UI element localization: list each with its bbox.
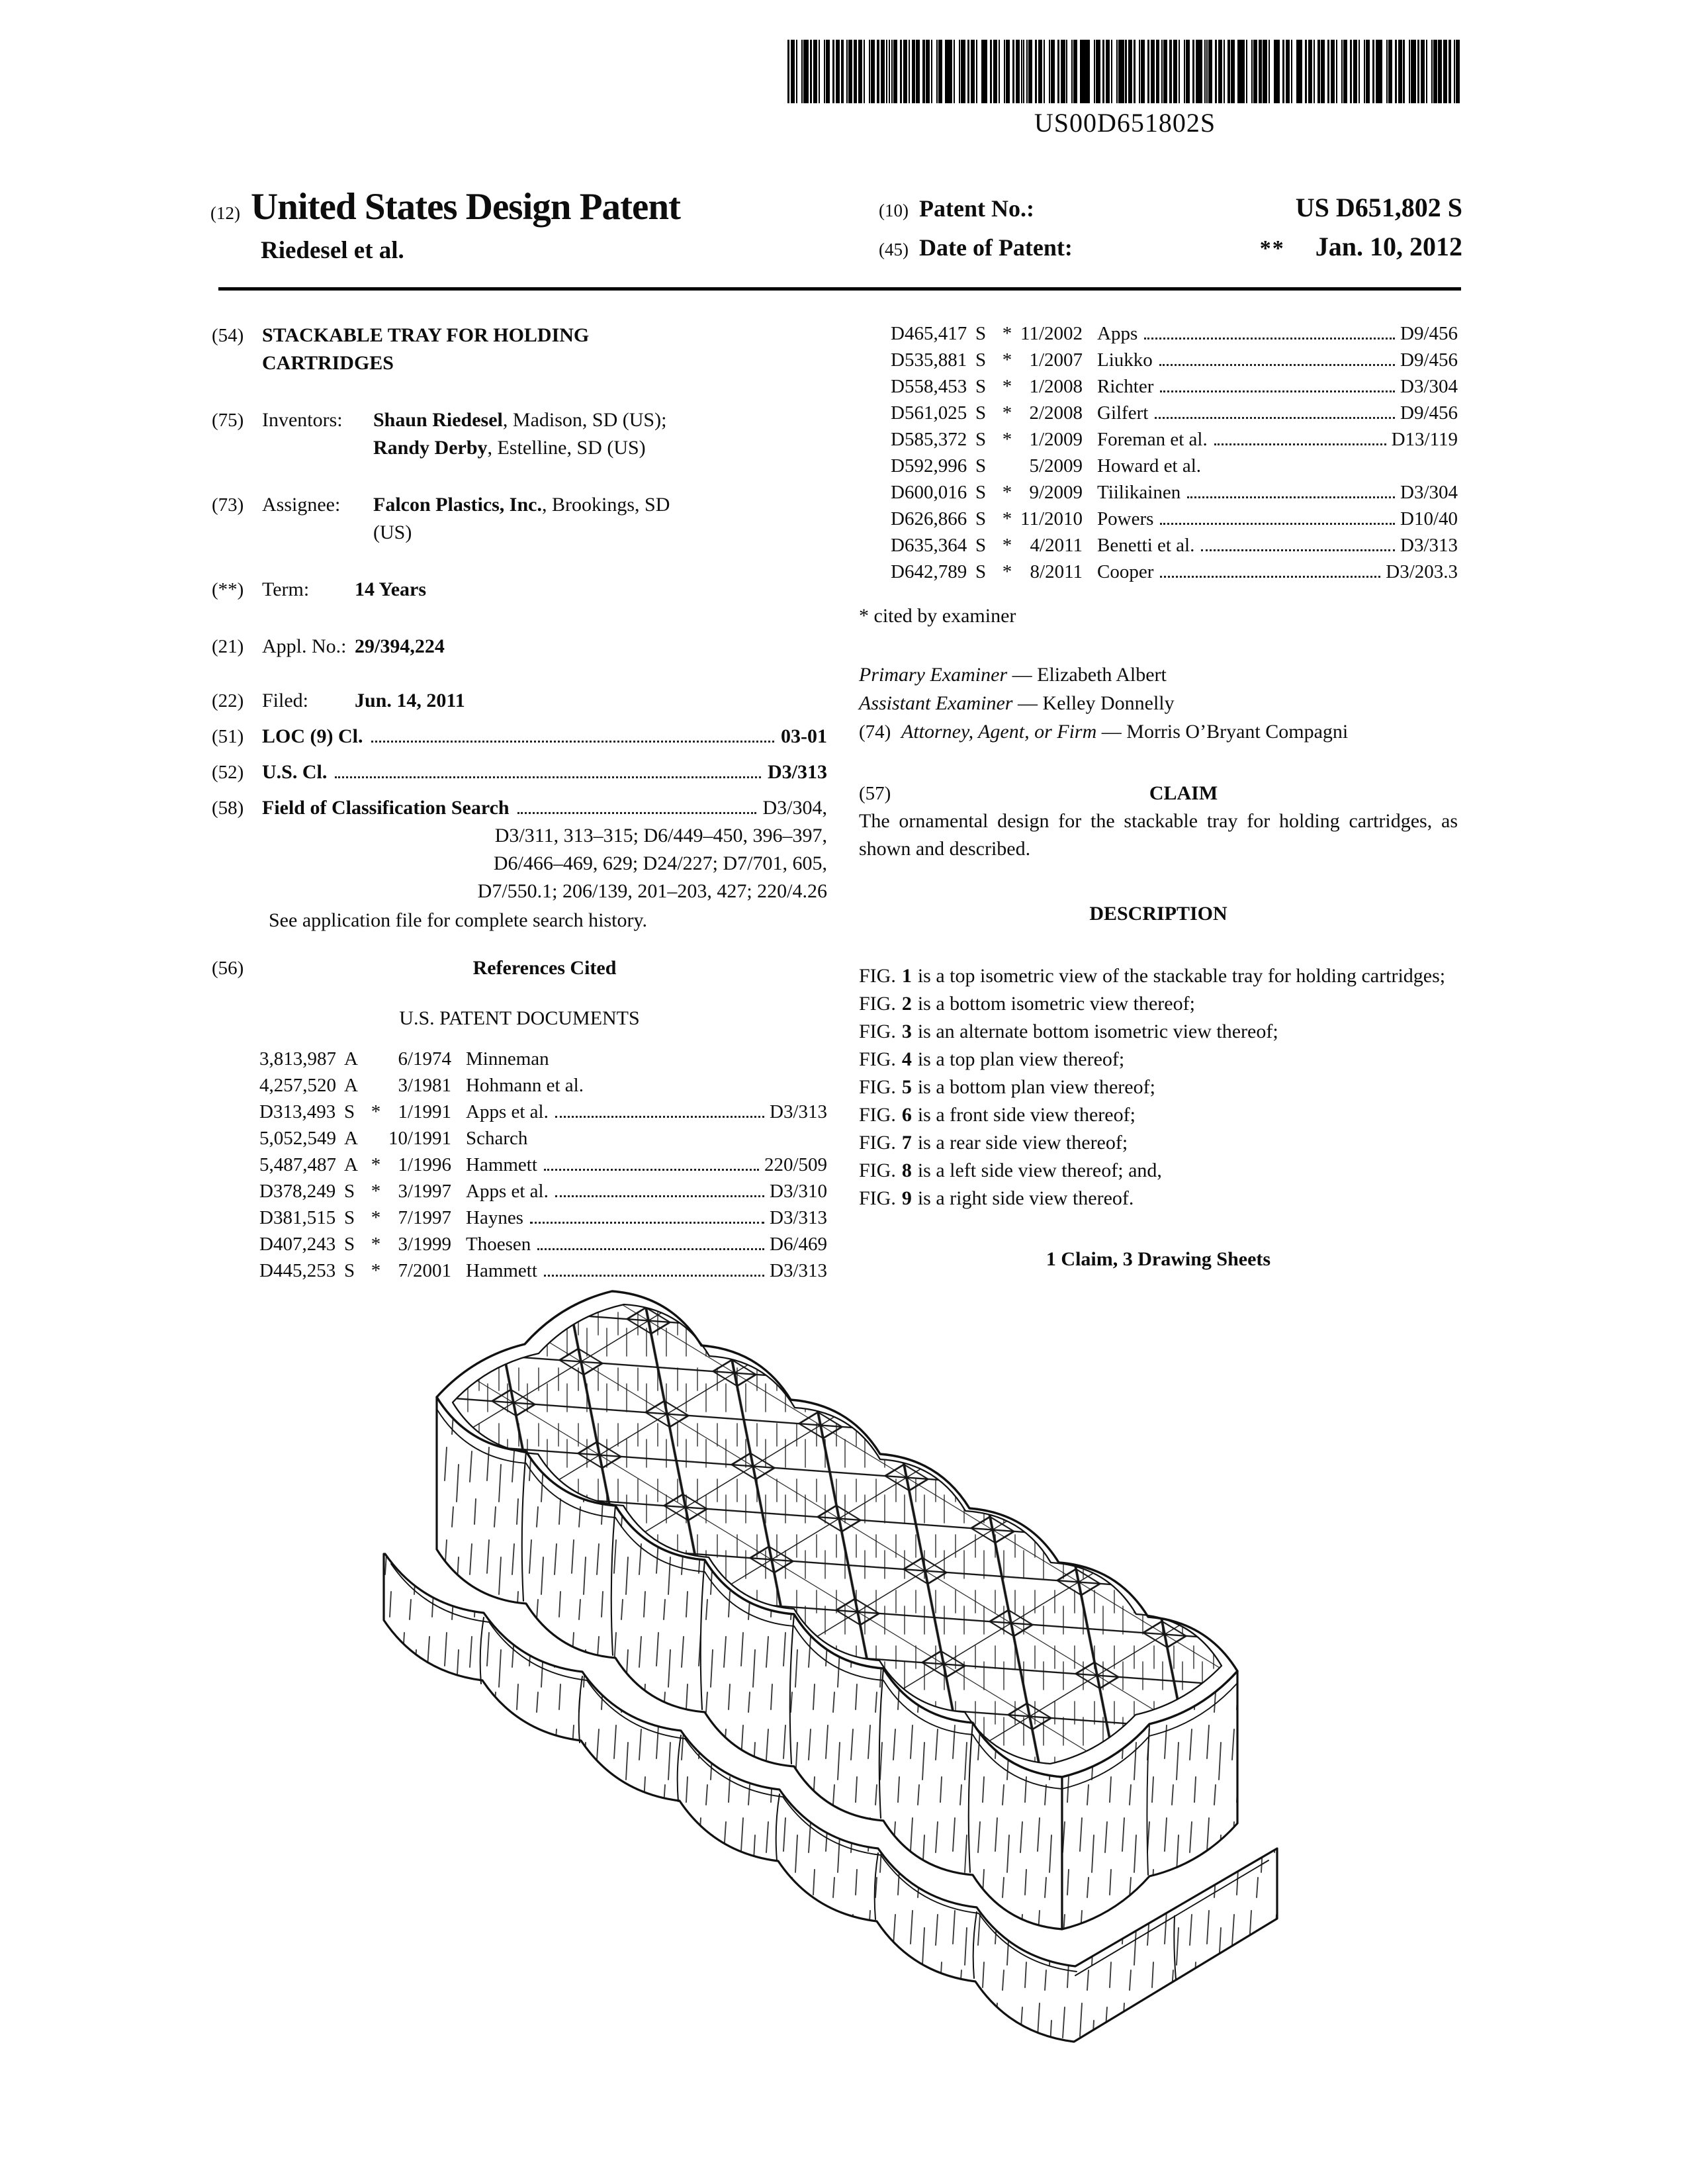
patent-citation-row: D313,493 S * 1/1991 Apps et al. D3/313 [259,1101,827,1122]
figure-description-line: FIG. 3 is an alternate bottom isometric view thereof; [859,1021,1278,1042]
patent-citation-row: 5,052,549 A 10/1991 Scharch [259,1128,528,1149]
barcode-number: US00D651802S [1034,108,1216,138]
search-class-line: D3/311, 313–315; D6/449–450, 396–397, [494,825,827,846]
application-number: 29/394,224 [355,635,445,657]
dot-leader [537,1248,764,1250]
barcode-image [787,40,1462,103]
figure-description-line: FIG. 5 is a bottom plan view thereof; [859,1076,1155,1098]
field-22-filed: (22) Filed: Jun. 14, 2011 [212,687,827,715]
document-type-title: United States Design Patent [250,186,681,228]
dot-leader [1160,523,1395,525]
field-75-inventors: (75) Inventors: Shaun Riedesel, Madison, SD (US); Randy Derby, Estelline, SD (US) [212,406,827,462]
patent-citation-row: 4,257,520 A 3/1981 Hohmann et al. [259,1075,584,1096]
us-patent-documents-title: U.S. PATENT DOCUMENTS [399,1007,640,1029]
search-class-line: D6/466–469, 629; D24/227; D7/701, 605, [493,852,827,874]
inventors-value: Shaun Riedesel, Madison, SD (US); Randy Derby, Estelline, SD (US) [373,409,667,459]
patent-citation-row: D535,881 S * 1/2007 Liukko D9/456 [891,349,1458,371]
patent-citation-row: 3,813,987 A 6/1974 Minneman [259,1048,549,1069]
field-code-45: (45) [879,240,909,259]
dot-leader [544,1169,759,1171]
barcode [781,40,1469,138]
field-73-assignee: (73) Assignee: Falcon Plastics, Inc., Brookings, SD (US) [212,491,827,547]
dot-leader [1201,549,1395,551]
figure-description-line: FIG. 6 is a front side view thereof; [859,1104,1136,1126]
figure-description-line: FIG. 8 is a left side view thereof; and, [859,1160,1162,1181]
patent-citation-row: 5,487,487 A * 1/1996 Hammett 220/509 [259,1154,827,1175]
header-left [210,185,866,270]
header-divider-rule [218,287,1461,291]
figure-description-line: FIG. 4 is a top plan view thereof; [859,1048,1125,1070]
dot-leader [555,1195,764,1197]
field-21-appl-no: (21) Appl. No.: 29/394,224 [212,633,827,660]
dot-leader [1160,576,1380,578]
claims-sheets-footer: 1 Claim, 3 Drawing Sheets [1046,1248,1271,1270]
description-title: DESCRIPTION [1089,903,1227,925]
field-code-12: (12) [210,203,240,223]
dot-leader [1144,338,1395,340]
patent-no-label: Patent No.: [918,195,1034,222]
document-header [210,185,1462,270]
search-class-line: D7/550.1; 206/139, 201–203, 427; 220/4.26 [477,880,827,902]
us-patent-table-right [859,320,1458,585]
term-value: 14 Years [355,578,427,600]
claim-title: CLAIM [1149,782,1218,804]
field-74-attorney: (74) Attorney, Agent, or Firm — Morris O’Bryant Compagni [859,721,1349,743]
dot-leader [1159,364,1395,366]
invention-title: STACKABLE TRAY FOR HOLDING CARTRIDGES [262,324,590,374]
assignee-value: Falcon Plastics, Inc., Brookings, SD (US) [373,494,670,543]
cited-by-examiner-note: * cited by examiner [859,605,1016,627]
patent-citation-row: D626,866 S * 11/2010 Powers D10/40 [891,508,1458,529]
dot-leader [530,1222,764,1224]
field-56-references: (56) References Cited [212,954,827,982]
patent-citation-row: D561,025 S * 2/2008 Gilfert D9/456 [891,402,1458,424]
dot-leader [1187,496,1395,498]
field-term: (**) Term: 14 Years [212,576,827,604]
patent-citation-row: D378,249 S * 3/1997 Apps et al. D3/310 [259,1181,827,1202]
dot-leader [335,776,761,778]
figure-description-line: FIG. 2 is a bottom isometric view thereof; [859,993,1195,1015]
field-code-10: (10) [879,201,909,220]
field-52-us-class: (52) U.S. Cl. D3/313 [212,761,827,783]
patent-citation-row: D445,253 S * 7/2001 Hammett D3/313 [259,1260,827,1281]
dot-leader [371,741,775,743]
search-continuation [262,822,827,905]
assistant-examiner-line: Assistant Examiner — Kelley Donnelly [859,692,1175,714]
figure-descriptions [859,962,1458,1212]
patent-citation-row: D407,243 S * 3/1999 Thoesen D6/469 [259,1234,827,1255]
figure-description-line: FIG. 9 is a right side view thereof. [859,1187,1134,1209]
patent-citation-row: D635,364 S * 4/2011 Benetti et al. D3/313 [891,535,1458,556]
patent-citation-row: D600,016 S * 9/2009 Tiilikainen D3/304 [891,482,1458,503]
dot-leader [517,812,756,814]
figure-description-line: FIG. 1 is a top isometric view of the stackable tray for holding cartridges; [859,965,1446,987]
dot-leader [1214,443,1386,445]
header-right [879,185,1462,270]
claim-text: The ornamental design for the stackable tray for holding cartridges, as shown and described. [859,810,1458,860]
figure-description-line: FIG. 7 is a rear side view thereof; [859,1132,1128,1154]
filing-date: Jun. 14, 2011 [355,690,465,711]
field-54-title: (54) STACKABLE TRAY FOR HOLDING CARTRIDGES [212,322,827,377]
right-column [859,311,1458,1273]
patent-number: US D651,802 S [1295,193,1462,222]
patent-drawing-tray-isometric-view [354,1253,1340,2054]
field-58-search: (58) Field of Classification Search D3/304, D3/311, 313–315; D6/449–450, 396–397, D6/466–469, 629; D24/227; D7/701, 605, D7/550.1; 206/139, 201–203, 427; 220/4.26 [212,794,827,905]
examiner-block [859,660,1458,747]
dot-leader [1155,417,1395,419]
left-column [212,322,827,1284]
patent-citation-row: D592,996 S 5/2009 Howard et al. [891,455,1202,477]
field-57-claim: (57) CLAIM [859,780,1458,807]
patent-citation-row: D585,372 S * 1/2009 Foreman et al. D13/119 [891,429,1458,450]
us-patent-table-left [212,1046,827,1284]
patent-citation-row: D558,453 S * 1/2008 Richter D3/304 [891,376,1458,397]
patent-citation-row: D381,515 S * 7/1997 Haynes D3/313 [259,1207,827,1228]
dot-leader [1160,390,1395,392]
primary-examiner-line: Primary Examiner — Elizabeth Albert [859,664,1167,686]
references-cited-title: References Cited [472,957,617,979]
term-extension-stars: ** [1259,236,1285,261]
applicant-name: Riedesel et al. [261,237,404,264]
dot-leader [555,1116,764,1118]
date-of-patent-label: Date of Patent: [918,234,1073,261]
patent-date: Jan. 10, 2012 [1315,232,1462,261]
field-51-loc-class: (51) LOC (9) Cl. 03-01 [212,725,827,747]
patent-citation-row: D642,789 S * 8/2011 Cooper D3/203.3 [891,561,1458,582]
search-history-note: See application file for complete search history. [269,909,648,931]
patent-citation-row: D465,417 S * 11/2002 Apps D9/456 [891,323,1458,344]
